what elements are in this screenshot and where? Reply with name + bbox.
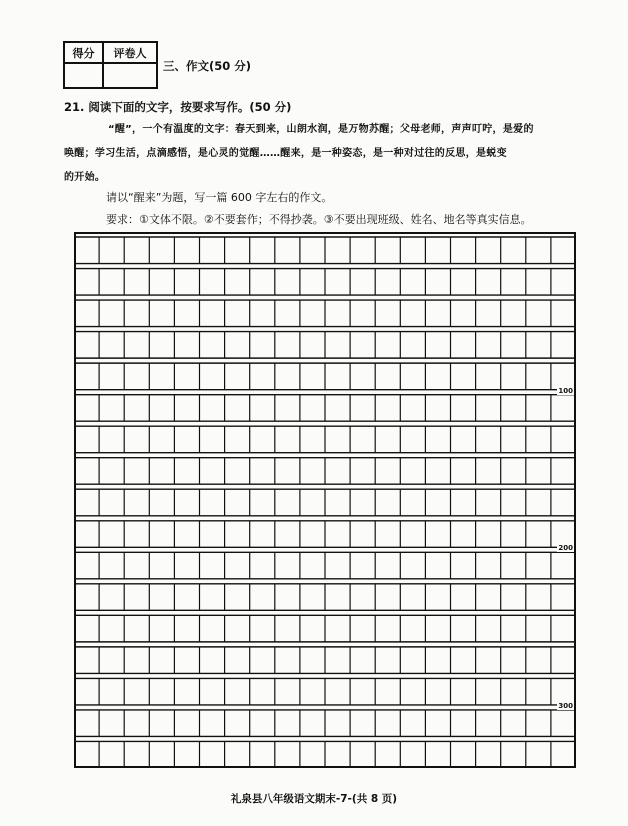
- passage-line: 的开始。: [64, 172, 106, 183]
- question-title: 21. 阅读下面的文字，按要求写作。(50 分): [64, 100, 292, 114]
- word-count-marker: 100: [558, 386, 573, 395]
- passage-line: “醒”，一个有温度的文字：春天到来，山朗水润，是万物苏醒；父母老师，声声叮咛，是爱的: [108, 124, 534, 135]
- score-box: [63, 41, 158, 89]
- passage: [64, 118, 584, 190]
- passage-line: 唤醒；学习生活，点滴感悟，是心灵的觉醒……醒来，是一种姿态，是一种对过往的反思，是蜕变: [64, 148, 507, 159]
- score-field[interactable]: [64, 63, 103, 88]
- grader-label: 评卷人: [103, 42, 157, 63]
- word-count-marker: 200: [558, 544, 573, 553]
- writing-grid[interactable]: [74, 232, 576, 768]
- writing-requirements: 要求：①文体不限。②不要套作；不得抄袭。③不要出现班级、姓名、地名等真实信息。: [106, 213, 532, 226]
- score-label: 得分: [64, 42, 103, 63]
- word-count-marker: 300: [558, 701, 573, 710]
- section-title: 三、作文(50 分): [163, 59, 252, 73]
- page-footer: 礼泉县八年级语文期末-7-(共 8 页): [230, 793, 398, 805]
- grader-field[interactable]: [103, 63, 157, 88]
- writing-prompt: 请以“醒来”为题，写一篇 600 字左右的作文。: [106, 191, 333, 204]
- writing-grid-lines: [74, 232, 576, 768]
